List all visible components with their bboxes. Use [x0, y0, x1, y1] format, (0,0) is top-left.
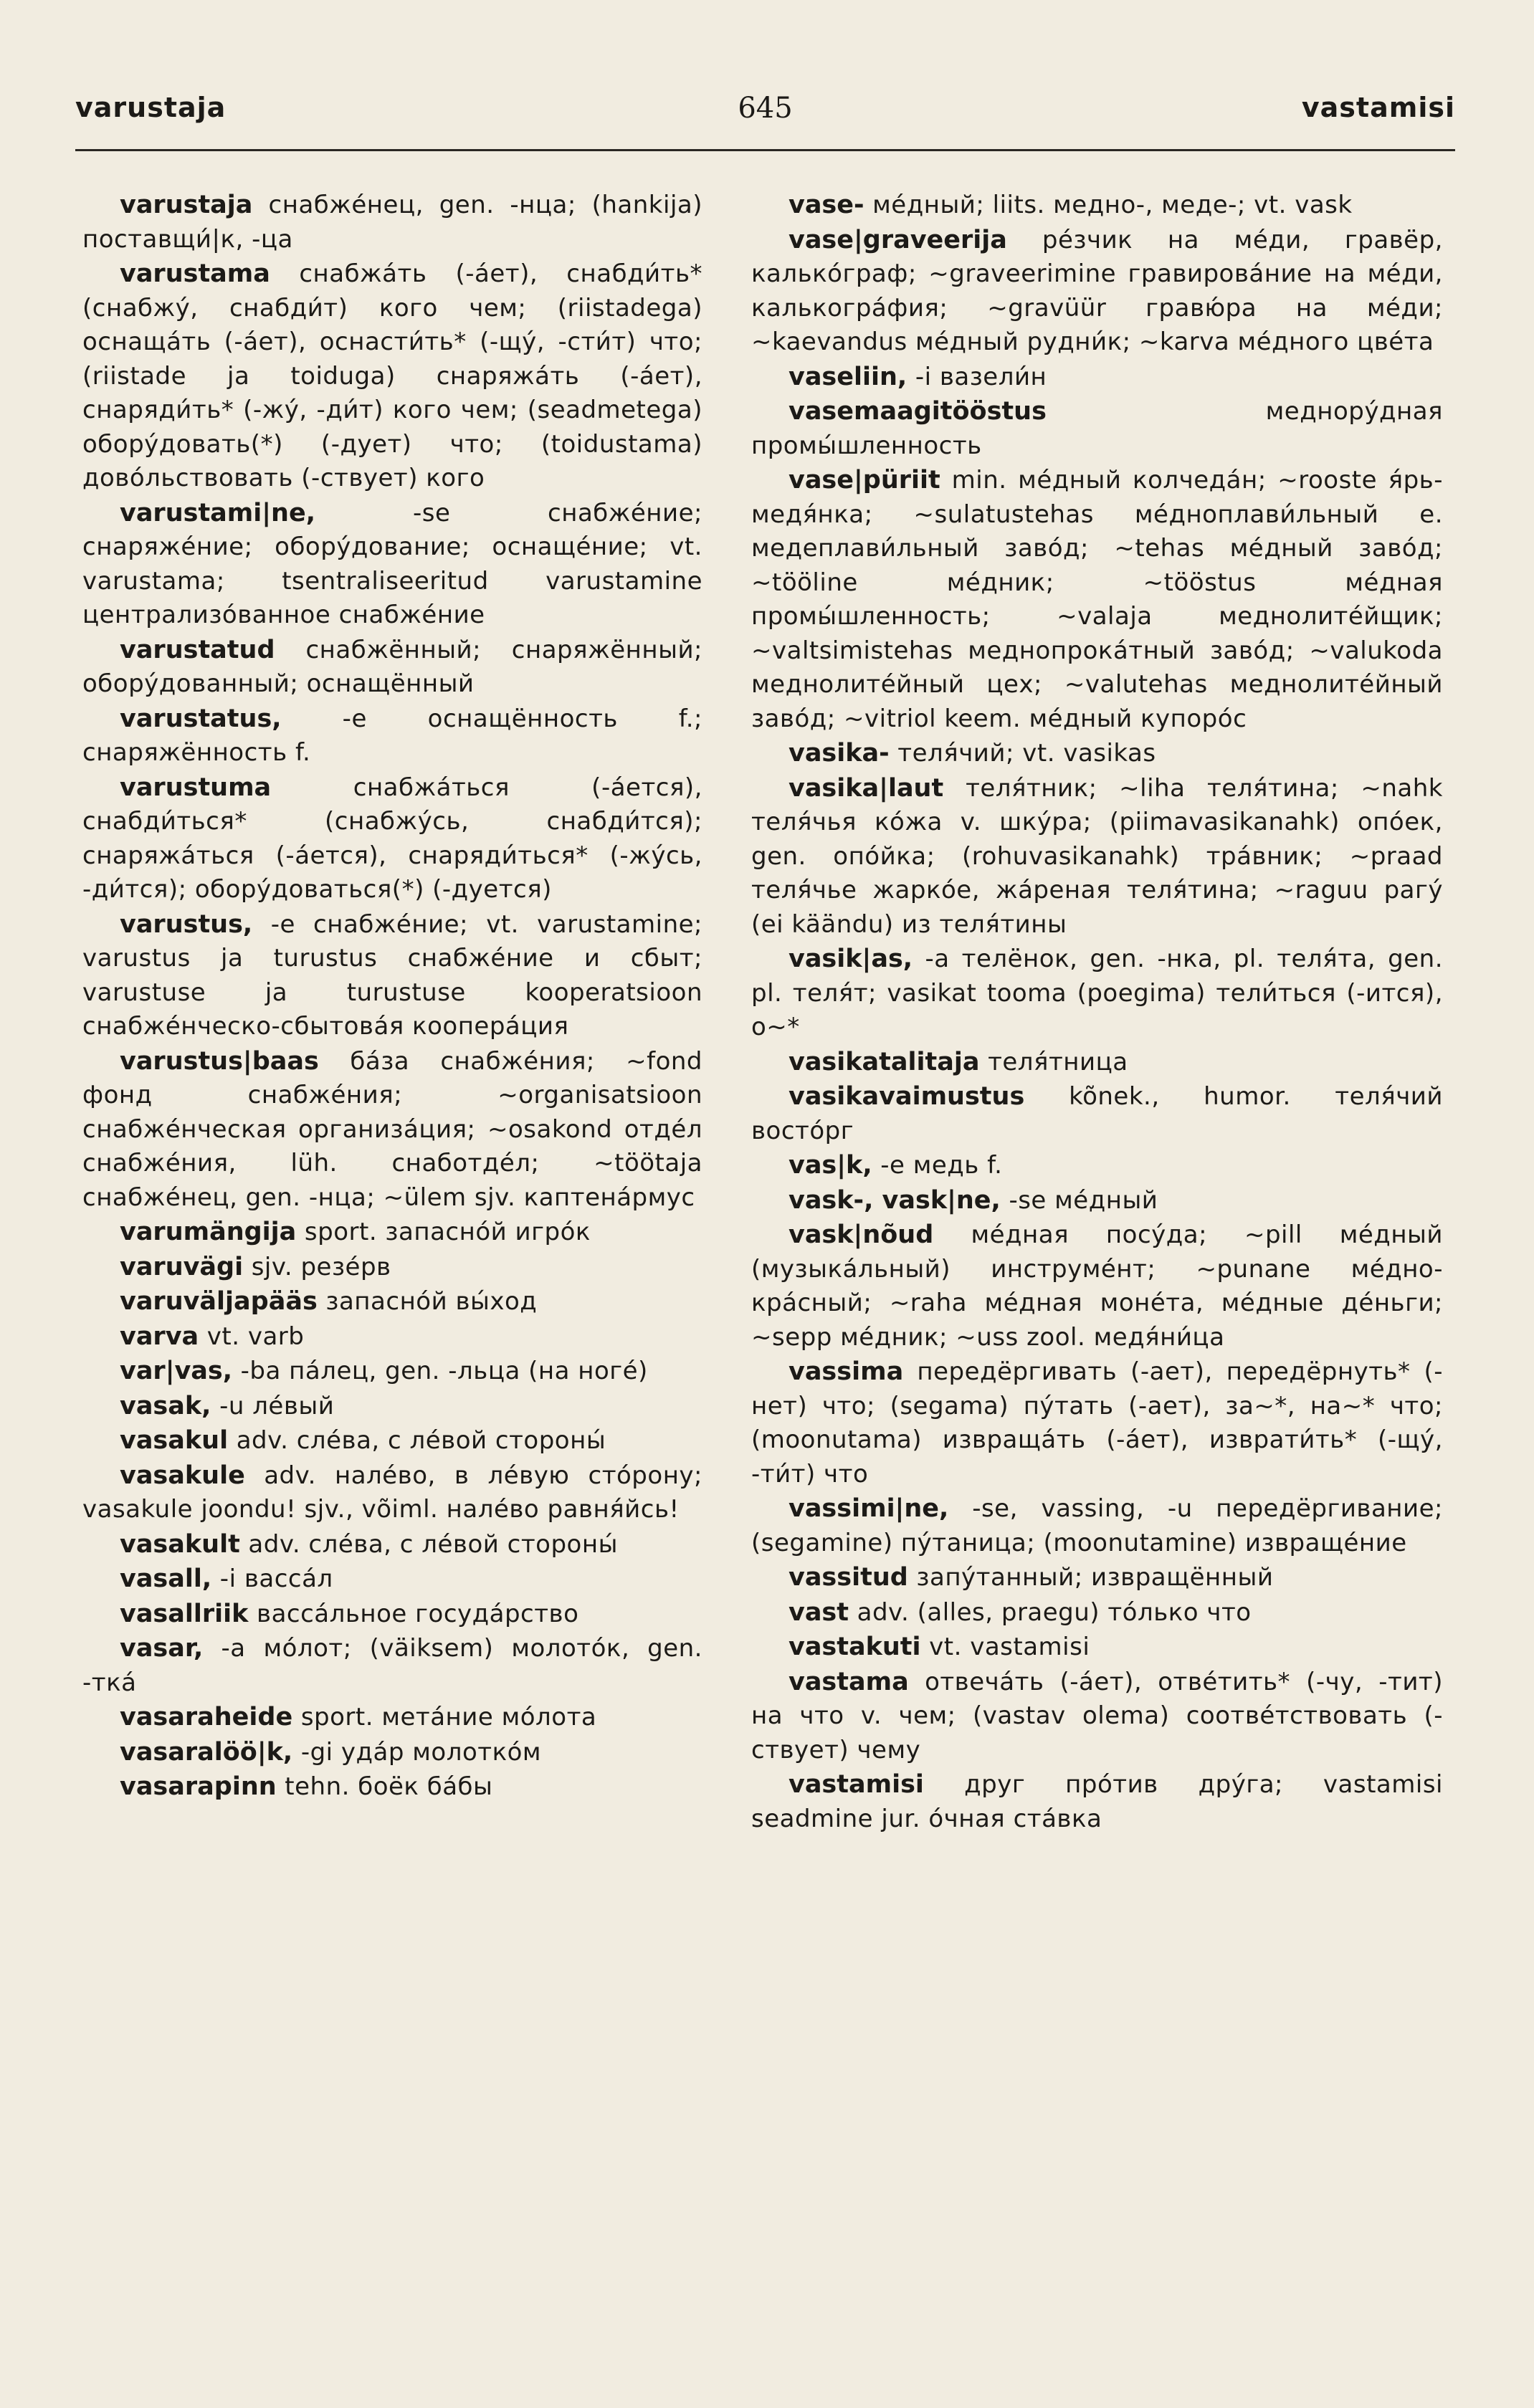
- dictionary-entry: [82, 1700, 702, 1734]
- dictionary-entry: [82, 1562, 702, 1596]
- entry-definition: vt. vastamisi: [929, 1633, 1090, 1661]
- entry-definition: -i вассáл: [219, 1564, 333, 1593]
- dictionary-entry: [82, 1458, 702, 1526]
- entry-headword: vasikatalitaja: [789, 1047, 980, 1076]
- entry-headword: vasakult: [120, 1529, 240, 1559]
- entry-definition: -a телёнок, gen. -нка, pl. теля́та, gen. pl. теля́т; vasikat tooma (poegima) тели́ться (-ится), о~*: [751, 945, 1444, 1041]
- dictionary-entry: [82, 1215, 702, 1249]
- dictionary-entry: [751, 771, 1443, 942]
- dictionary-entry: [82, 1044, 702, 1215]
- entry-definition: теля́тница: [988, 1047, 1128, 1076]
- entry-headword: varustaja: [120, 191, 253, 219]
- entry-headword: vase|püriit: [789, 466, 940, 494]
- entry-headword: vasak,: [120, 1391, 211, 1420]
- entry-definition: запýтанный; извращённый: [916, 1563, 1274, 1592]
- dictionary-entry: [82, 1284, 702, 1319]
- entry-definition: adv. слéва, с лéвой стороны́: [248, 1529, 618, 1559]
- entry-definition: vt. varb: [206, 1322, 305, 1351]
- dictionary-entry: [751, 1767, 1443, 1835]
- entry-headword: varustama: [120, 259, 270, 288]
- entry-definition: снабжáть (-áет), снабди́ть* (снабжý, снабди́т) кого чем; (riistadega) оснащáть (-áет), оснасти́ть* (-щý, -сти́т) что; (riistade ja toiduga) снаряжáть (-áет), снаряди́ть* (-жý, -ди́т) кого чем; (seadmetega) оборýдовать(*) (-дует) что; (toidustama) довóльствовать (-ствует) кого: [82, 259, 702, 492]
- left-column: [82, 188, 702, 1805]
- dictionary-entry: [751, 1079, 1443, 1147]
- dictionary-entry: [751, 1218, 1443, 1354]
- entry-headword: vase-: [789, 191, 864, 219]
- entry-headword: varustatud: [120, 635, 275, 664]
- dictionary-entry: [82, 257, 702, 495]
- dictionary-entry: [82, 1597, 702, 1631]
- entry-headword: vassimi|ne,: [789, 1494, 949, 1523]
- page-header: [75, 92, 1455, 151]
- entry-headword: varustatus,: [120, 704, 282, 733]
- entry-definition: -se, vassing, -u передёргивание; (segamine) пýтаница; (moonutamine) извращéние: [751, 1494, 1443, 1557]
- dictionary-entry: [751, 1354, 1443, 1491]
- entry-definition: sport. метáние мóлота: [300, 1703, 597, 1731]
- entry-definition: min. мéдный колчедáн; ~rooste я́рь-медя́нка; ~sulatustehas мéдноплави́льный e. медеплави́льный завóд; ~tehas мéдный завóд; ~tööline мéдник; ~tööstus мéдная промы́шленность; ~valaja меднолитéйщик; ~valtsimistehas меднопрокáтный завóд; ~valukoda меднолитéйный цех; ~valutehas меднолитéйный завóд; ~vitriol keem. мéдный купорóс: [751, 466, 1443, 733]
- entry-headword: vasika-: [789, 739, 890, 768]
- entry-headword: varustuma: [120, 773, 272, 802]
- entry-headword: vasaraheide: [120, 1703, 293, 1731]
- dictionary-entry: [751, 1630, 1443, 1664]
- dictionary-entry: [82, 188, 702, 256]
- dictionary-entry: [751, 360, 1443, 394]
- dictionary-entry: [751, 1148, 1443, 1182]
- dictionary-entry: [751, 942, 1443, 1044]
- dictionary-entry: [751, 1045, 1443, 1079]
- entry-definition: отвечáть (-áет), отвéтить* (-чу, -тит) на что v. чем; (vastav olema) соотвéтствовать (-ствует) чему: [751, 1667, 1443, 1764]
- page-number: 645: [738, 92, 793, 125]
- entry-definition: -se мéдный: [1009, 1185, 1158, 1215]
- entry-definition: теля́тник; ~liha теля́тина; ~nahk теля́чья кóжа v. шкýра; (piimavasikanahk) опóек, gen. опóйка; (rohuvasikanahk) трáвник; ~praad теля́чье жаркóе, жáреная теля́тина; ~raguu рагý (ei käändu) из теля́тины: [751, 773, 1443, 939]
- dictionary-entry: [751, 223, 1443, 359]
- entry-headword: varva: [120, 1322, 199, 1351]
- dictionary-entry: [82, 1631, 702, 1699]
- dictionary-entry: [751, 188, 1443, 222]
- entry-headword: vasik|as,: [789, 945, 913, 973]
- entry-headword: vastakuti: [789, 1633, 921, 1661]
- entry-headword: varustami|ne,: [120, 498, 315, 527]
- entry-headword: vastamisi: [789, 1770, 924, 1799]
- dictionary-entry: [82, 1423, 702, 1458]
- dictionary-entry: [82, 702, 702, 770]
- dictionary-entry: [751, 1560, 1443, 1595]
- entry-headword: vasallriik: [120, 1599, 249, 1628]
- entry-definition: рéзчик на мéди, гравёр, калькóграф; ~graveerimine гравировáние на мéди, калькогрáфия; ~gravüür гравю́ра на мéди; ~kaevandus мéдный рудни́к; ~karva мéдного цвéта: [751, 225, 1443, 356]
- entry-headword: varuväljapääs: [120, 1287, 318, 1316]
- dictionary-entry: [82, 1769, 702, 1804]
- entry-definition: tehn. боёк бáбы: [285, 1772, 493, 1801]
- entry-definition: запаснóй вы́ход: [325, 1287, 538, 1316]
- dictionary-entry: [751, 394, 1443, 462]
- entry-headword: vassitud: [789, 1563, 908, 1592]
- entry-definition: бáза снабжéния; ~fond фонд снабжéния; ~organisatsioon снабжéнческая организáция; ~osakond отдéл снабжéния, lüh. снаботдéл; ~töötaja снабжéнец, gen. -нца; ~ülem sjv. каптенáрмус: [82, 1046, 702, 1212]
- entry-definition: adv. (alles, praegu) тóлько что: [857, 1597, 1252, 1627]
- entry-headword: vasemaagitööstus: [789, 397, 1047, 426]
- entry-definition: снабжáться (-áется), снабди́ться* (снабжýсь, снабди́тся); снаряжáться (-áется), снаряди́ться* (-жýсь, -ди́тся); оборýдоваться(*) (-дуется): [82, 773, 702, 904]
- dictionary-entry: [82, 633, 702, 701]
- dictionary-entry: [82, 907, 702, 1043]
- entry-definition: меднорýдная промы́шленность: [751, 397, 1443, 460]
- dictionary-entry: [751, 1491, 1443, 1559]
- entry-headword: varustus|baas: [120, 1046, 319, 1076]
- entry-headword: varuvägi: [120, 1252, 244, 1281]
- dictionary-entry: [751, 1665, 1443, 1767]
- entry-headword: vasar,: [120, 1634, 204, 1663]
- right-column: [751, 188, 1443, 1836]
- entry-definition: sport. запаснóй игрóк: [304, 1218, 591, 1246]
- entry-definition: -e снабжéние; vt. varustamine; varustus ja turustus снабжéние и сбыт; varustuse ja turustuse kooperatsioon снабжéнческо-сбытовáя кооперáция: [82, 909, 702, 1041]
- entry-definition: -e оснащённость f.; снаряжённость f.: [82, 704, 702, 767]
- entry-headword: vasarapinn: [120, 1772, 277, 1801]
- entry-headword: vask|nõud: [789, 1220, 934, 1249]
- entry-definition: передёргивать (-ает), передёрнуть* (-нет) что; (segama) пýтать (-ает), за~*, на~* что; (moonutama) извращáть (-áет), изврати́ть* (-щý, -ти́т) что: [751, 1357, 1443, 1489]
- entry-headword: varumängija: [120, 1218, 297, 1246]
- entry-definition: -ba пáлец, gen. -льца (на ногé): [240, 1357, 648, 1385]
- header-first-entry: varustaja: [75, 92, 227, 123]
- dictionary-entry: [751, 1183, 1443, 1218]
- dictionary-entry: [751, 1595, 1443, 1630]
- entry-definition: -se снабжéние; снаряжéние; оборýдование; оснащéние; vt. varustama; tsentraliseeritud varustamine централизóванное снабжéние: [82, 498, 703, 629]
- entry-headword: var|vas,: [120, 1357, 233, 1385]
- entry-headword: vasika|laut: [789, 773, 944, 803]
- entry-definition: -a мóлот; (väiksem) молотóк, gen. -ткá: [82, 1634, 702, 1697]
- entry-headword: vastama: [789, 1667, 909, 1696]
- entry-definition: adv. слéва, с лéвой стороны́: [236, 1426, 606, 1455]
- entry-headword: vasakul: [120, 1426, 229, 1455]
- entry-definition: мéдный; liits. медно-, меде-; vt. vask: [872, 191, 1353, 219]
- entry-headword: vaseliin,: [789, 362, 907, 391]
- dictionary-entry: [82, 496, 702, 632]
- entry-headword: vasikavaimustus: [789, 1082, 1025, 1111]
- dictionary-entry: [82, 1250, 702, 1284]
- entry-definition: -gi удáр молоткóм: [300, 1737, 542, 1767]
- entry-definition: теля́чий; vt. vasikas: [897, 739, 1156, 768]
- entry-definition: -u лéвый: [219, 1391, 335, 1420]
- entry-definition: снабжённый; снаряжённый; оборýдованный; оснащённый: [82, 635, 702, 698]
- entry-headword: vassima: [789, 1357, 904, 1386]
- dictionary-entry: [751, 463, 1443, 735]
- entry-definition: -e медь f.: [880, 1151, 1003, 1180]
- entry-definition: -i вазели́н: [915, 362, 1047, 391]
- entry-headword: vasaralöö|k,: [120, 1737, 293, 1767]
- entry-definition: мéдная посýда; ~pill мéдный (музыкáльный) инструмéнт; ~punane мéдно-крáсный; ~raha мéдная монéта, мéдные дéньги; ~sepp мéдник; ~uss zool. медя́ни́ца: [751, 1220, 1443, 1352]
- dictionary-entry: [82, 1319, 702, 1354]
- dictionary-entry: [82, 1735, 702, 1769]
- dictionary-entry: [82, 1389, 702, 1423]
- dictionary-entry: [82, 770, 702, 907]
- entry-headword: vask-, vask|ne,: [789, 1185, 1001, 1215]
- entry-headword: vas|k,: [789, 1151, 872, 1180]
- entry-definition: вассáльное госудáрство: [257, 1599, 579, 1628]
- entry-definition: снабжéнец, gen. -нца; (hankija) поставщи́|к, -ца: [82, 191, 702, 254]
- header-last-entry: vastamisi: [1301, 92, 1455, 123]
- dictionary-entry: [82, 1354, 702, 1388]
- entry-definition: adv. налéво, в лéвую стóрону; vasakule joondu! sjv., võiml. налéво равня́йсь!: [82, 1461, 702, 1524]
- entry-headword: vase|graveerija: [789, 225, 1007, 254]
- dictionary-entry: [751, 736, 1443, 770]
- entry-headword: vasakule: [120, 1461, 245, 1490]
- entry-headword: varustus,: [120, 909, 253, 939]
- entry-definition: sjv. резéрв: [251, 1252, 391, 1281]
- entry-headword: vasall,: [120, 1564, 212, 1593]
- entry-definition: друг прóтив дрýга; vastamisi seadmine jur. óчная стáвка: [751, 1770, 1443, 1833]
- entry-definition: kõnek., humor. теля́чий востóрг: [751, 1082, 1443, 1145]
- dictionary-entry: [82, 1527, 702, 1562]
- entry-headword: vast: [789, 1597, 849, 1627]
